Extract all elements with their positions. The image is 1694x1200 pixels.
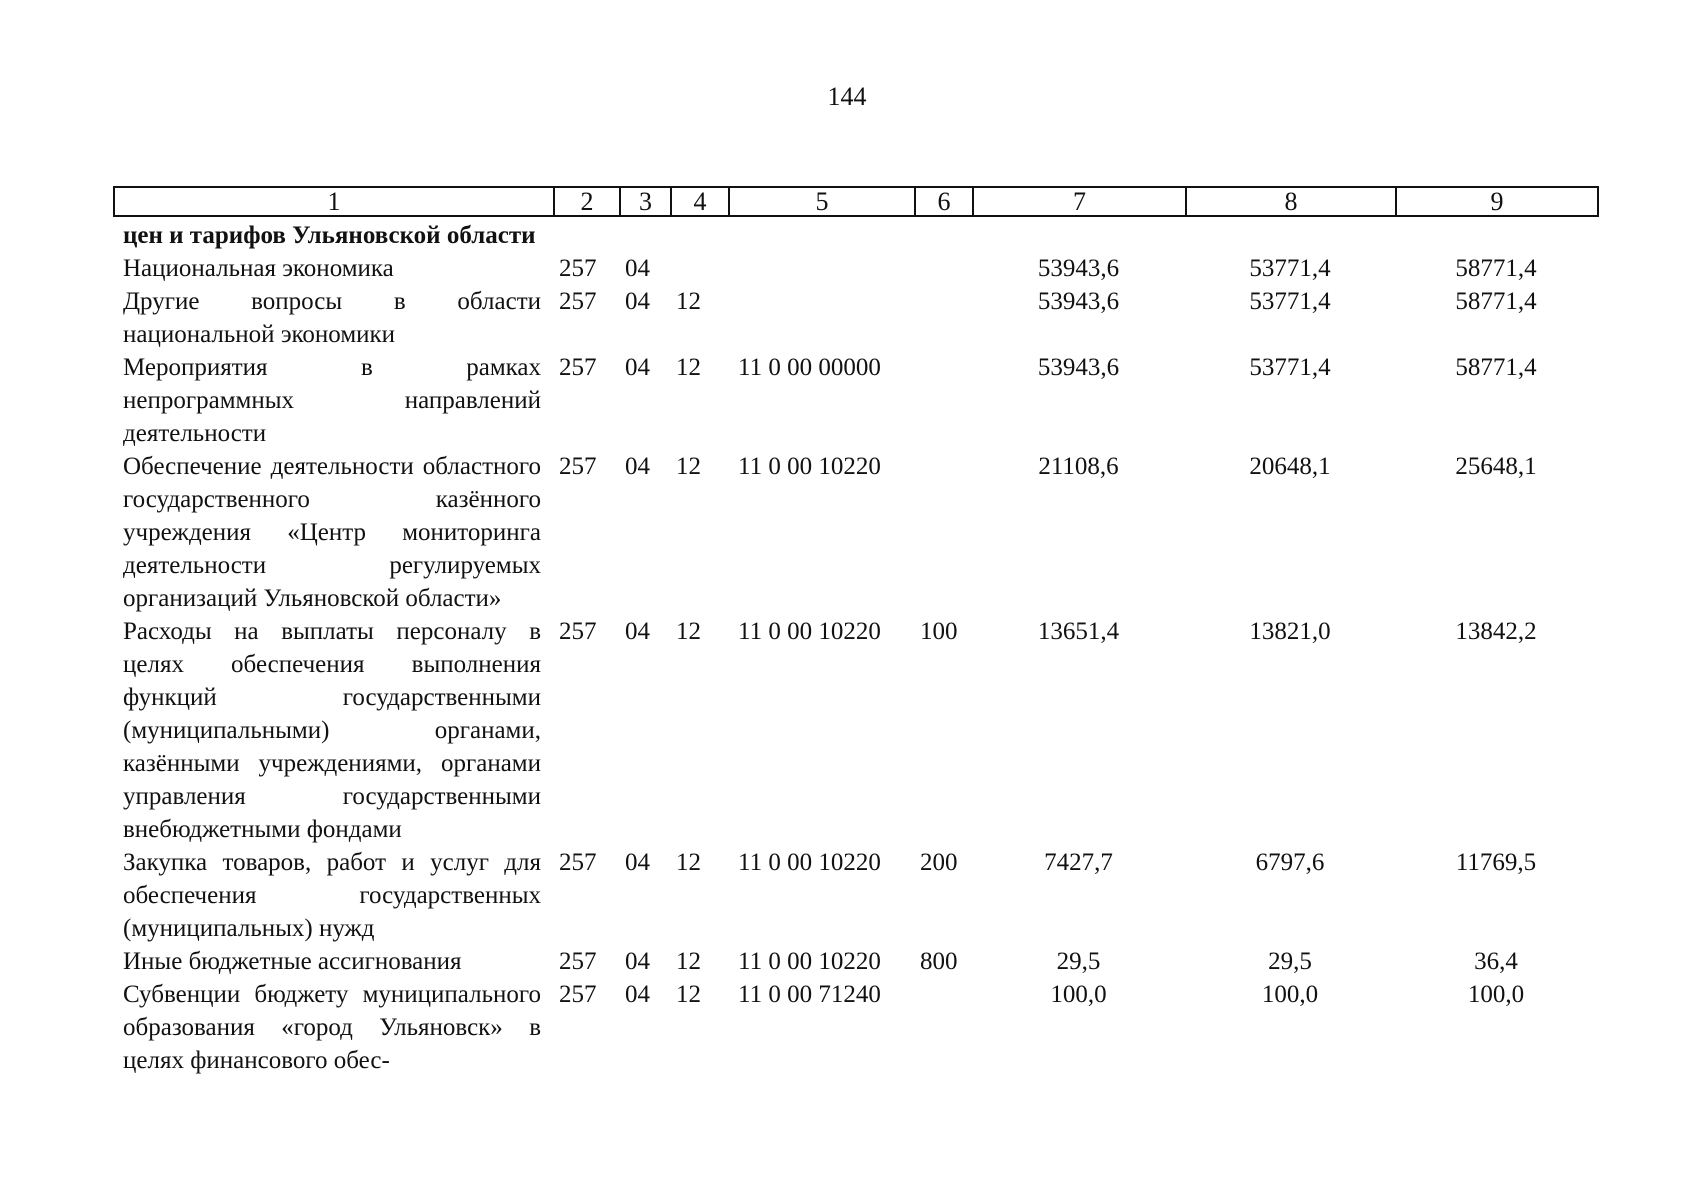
row-col-8: 13821,0 <box>1249 618 1331 645</box>
row-col-4: 12 <box>676 948 701 975</box>
row-col-3: 04 <box>625 288 650 315</box>
row-col-4: 12 <box>676 288 701 315</box>
row-col-7: 21108,6 <box>1038 453 1119 480</box>
row-col-4: 12 <box>676 453 701 480</box>
table-row <box>113 219 1597 252</box>
row-description: цен и тарифов Ульяновской области <box>123 222 536 249</box>
row-col-6 <box>914 219 972 252</box>
row-col-8: 20648,1 <box>1249 453 1331 480</box>
row-col-7: 29,5 <box>1056 948 1101 975</box>
row-col-8: 6797,6 <box>1255 849 1325 876</box>
page-number: 144 <box>827 82 867 111</box>
row-col-8: 53771,4 <box>1249 354 1331 381</box>
header-col-8: 8 <box>1186 187 1396 216</box>
row-col-9 <box>1395 219 1597 252</box>
row-col-4 <box>670 252 728 285</box>
row-col-6: 200 <box>920 849 958 876</box>
table-row <box>113 450 1597 615</box>
row-col-2: 257 <box>559 288 597 315</box>
row-description: Обеспечение деятельности областного государственного казённого учреждения «Центр мониторинга деятельности регулируемых организаций Ульяновской области» <box>123 453 541 612</box>
row-col-6 <box>914 978 972 1077</box>
row-col-4: 12 <box>676 354 701 381</box>
row-description: Расходы на выплаты персоналу в целях обеспечения выполнения функций государственными (муниципальными) органами, казёнными учреждениями, органами управления государственными внебюджетными фондами <box>123 618 541 843</box>
row-col-3: 04 <box>625 981 650 1008</box>
row-col-9: 13842,2 <box>1455 618 1537 645</box>
header-col-2: 2 <box>554 187 620 216</box>
row-col-5: 11 0 00 10220 <box>738 618 881 645</box>
row-col-4: 12 <box>676 849 701 876</box>
row-col-8: 29,5 <box>1268 948 1312 975</box>
row-col-5: 11 0 00 10220 <box>738 849 881 876</box>
row-description: Мероприятия в рамках непрограммных направлений деятельности <box>123 354 541 447</box>
row-description: Национальная экономика <box>123 255 394 282</box>
row-col-3: 04 <box>625 849 650 876</box>
header-col-7: 7 <box>973 187 1186 216</box>
row-col-8: 53771,4 <box>1249 288 1331 315</box>
row-col-6 <box>914 252 972 285</box>
row-col-9: 58771,4 <box>1455 354 1537 381</box>
budget-table <box>113 219 1597 1077</box>
table-row <box>113 285 1597 351</box>
row-col-2: 257 <box>559 948 597 975</box>
row-col-6: 100 <box>920 618 958 645</box>
table-row <box>113 252 1597 285</box>
row-col-5: 11 0 00 71240 <box>738 981 881 1008</box>
row-col-7: 7427,7 <box>1044 849 1113 876</box>
row-col-2: 257 <box>559 981 597 1008</box>
row-col-6 <box>914 285 972 351</box>
row-col-3: 04 <box>625 618 650 645</box>
row-col-2 <box>553 219 619 252</box>
row-col-7 <box>972 219 1185 252</box>
row-col-4 <box>670 219 728 252</box>
row-col-8 <box>1185 219 1395 252</box>
header-col-5: 5 <box>729 187 915 216</box>
row-col-2: 257 <box>559 849 597 876</box>
row-col-5: 11 0 00 10220 <box>738 948 881 975</box>
table-row <box>113 978 1597 1077</box>
row-col-5: 11 0 00 00000 <box>738 354 881 381</box>
header-col-4: 4 <box>671 187 729 216</box>
row-col-9: 58771,4 <box>1455 288 1537 315</box>
row-col-9: 11769,5 <box>1455 849 1537 876</box>
row-col-2: 257 <box>559 453 597 480</box>
row-col-6 <box>914 450 972 615</box>
row-col-3: 04 <box>625 948 650 975</box>
row-col-6: 800 <box>920 948 958 975</box>
row-col-3 <box>619 219 670 252</box>
row-description: Иные бюджетные ассигнования <box>123 948 462 975</box>
row-col-2: 257 <box>559 354 597 381</box>
row-col-5: 11 0 00 10220 <box>738 453 881 480</box>
row-col-4: 12 <box>676 981 701 1008</box>
row-description: Другие вопросы в области национальной экономики <box>123 288 541 348</box>
row-col-7: 53943,6 <box>1037 255 1120 282</box>
header-row <box>114 187 1598 216</box>
row-col-3: 04 <box>625 255 650 282</box>
header-col-1: 1 <box>114 187 554 216</box>
table-row <box>113 945 1597 978</box>
row-col-3: 04 <box>625 453 650 480</box>
row-col-9: 36,4 <box>1474 948 1518 975</box>
row-col-5 <box>728 252 914 285</box>
row-col-5 <box>728 219 914 252</box>
row-col-2: 257 <box>559 255 597 282</box>
row-col-8: 53771,4 <box>1249 255 1331 282</box>
header-col-9: 9 <box>1396 187 1598 216</box>
row-col-8: 100,0 <box>1261 981 1319 1008</box>
header-col-3: 3 <box>620 187 671 216</box>
row-col-9: 100,0 <box>1467 981 1525 1008</box>
table-row <box>113 615 1597 846</box>
row-col-7: 13651,4 <box>1037 618 1120 645</box>
row-col-7: 100,0 <box>1050 981 1107 1008</box>
row-col-4: 12 <box>676 618 701 645</box>
row-col-7: 53943,6 <box>1037 354 1120 381</box>
row-col-6 <box>914 351 972 450</box>
table-row <box>113 846 1597 945</box>
row-col-2: 257 <box>559 618 597 645</box>
table-row <box>113 351 1597 450</box>
row-description: Закупка товаров, работ и услуг для обеспечения государственных (муниципальных) нужд <box>123 849 541 942</box>
row-col-9: 25648,1 <box>1455 453 1537 480</box>
row-col-9: 58771,4 <box>1455 255 1537 282</box>
header-col-6: 6 <box>915 187 973 216</box>
row-col-5 <box>728 285 914 351</box>
column-header-row <box>113 186 1599 217</box>
row-col-3: 04 <box>625 354 650 381</box>
row-col-7: 53943,6 <box>1037 288 1120 315</box>
table-body <box>113 219 1597 1077</box>
row-description: Субвенции бюджету муниципального образования «город Ульяновск» в целях финансового обес- <box>123 981 541 1074</box>
